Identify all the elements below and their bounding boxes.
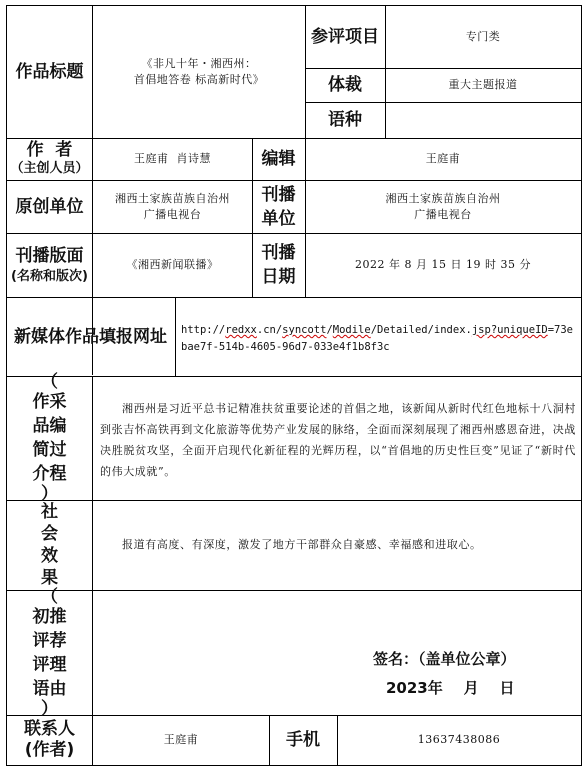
language-label: 语种 bbox=[328, 110, 362, 130]
intro-label-line: 作采 bbox=[32, 392, 67, 412]
intro-label-line: 简过 bbox=[32, 440, 67, 460]
intro-label-line: ） bbox=[41, 484, 58, 504]
signature-line: 签名：（盖单位公章） bbox=[373, 650, 516, 668]
intro-label-line: 介程 bbox=[32, 464, 67, 484]
origin-unit-label: 原创单位 bbox=[15, 196, 84, 217]
award-item-value: 专门类 bbox=[465, 29, 501, 43]
url-part: /Detailed/index. bbox=[370, 324, 472, 336]
author-label-sub: （主创人员） bbox=[10, 161, 89, 176]
url-value[interactable] bbox=[181, 322, 577, 356]
publish-unit-label bbox=[252, 180, 305, 233]
contact-label bbox=[6, 715, 93, 765]
publish-unit-value: 湘西土家族苗族自治州 广播电视台 bbox=[385, 191, 501, 221]
contact-label-2: (作者) bbox=[24, 740, 75, 760]
sign-date: 2023年 月 日 bbox=[386, 679, 515, 697]
phone-value: 13637438086 bbox=[417, 733, 501, 746]
title-value: 《非凡十年・湘西州： 首倡地答卷 标高新时代》 bbox=[133, 56, 265, 86]
publish-edition-value: 《湘西新闻联播》 bbox=[126, 258, 219, 271]
url-part: redxx bbox=[225, 324, 257, 336]
url-part: =73ebae7f-514b-4605-96d7-033e4f1b8f3c bbox=[181, 324, 574, 353]
intro-label bbox=[6, 372, 93, 504]
effect-label-line: 果 bbox=[41, 568, 58, 588]
effect-label-line: 效 bbox=[41, 546, 58, 566]
title-label: 作品标题 bbox=[15, 61, 84, 82]
url-part: syncott bbox=[282, 324, 327, 336]
recommend-label-line: 语由 bbox=[32, 678, 67, 699]
language-value bbox=[385, 102, 581, 138]
origin-unit-value: 湘西土家族苗族自治州 广播电视台 bbox=[115, 191, 230, 221]
intro-label-line: 品编 bbox=[32, 416, 67, 436]
author-label-main: 作 者 bbox=[26, 140, 73, 160]
url-part: jsp?uniqueID bbox=[471, 324, 548, 336]
url-part: http:// bbox=[181, 324, 226, 336]
publish-date-label-1: 刊播 bbox=[261, 243, 296, 263]
url-part: / bbox=[326, 324, 333, 336]
intro-label-line: （ bbox=[41, 372, 58, 392]
publish-date-value: 2022 年 8 月 15 日 19 时 35 分 bbox=[355, 258, 531, 271]
recommend-label bbox=[6, 586, 93, 719]
url-part: Modile bbox=[332, 324, 371, 336]
recommend-label-line: 评理 bbox=[32, 654, 67, 675]
url-label: 新媒体作品填报网址 bbox=[14, 326, 167, 347]
phone-label: 手机 bbox=[286, 730, 320, 750]
genre-value: 重大主题报道 bbox=[448, 78, 518, 91]
editor-label: 编辑 bbox=[261, 149, 296, 169]
effect-label-line: 社 bbox=[41, 502, 58, 522]
intro-text: 湘西州是习近平总书记精准扶贫重要论述的首倡之地，该新闻从新时代红色地标十八洞村到张吉怀高铁再到文化旅游等优势产业发展的脉络，全面而深刻展现了湘西州感恩奋进，决战决胜脱贫攻坚，全面开启现代化新征程的光辉历程，以“首倡地的历史性巨变”见证了“新时代的伟大成就”。 bbox=[100, 402, 576, 478]
effect-label-line: 会 bbox=[41, 524, 58, 544]
url-part: .cn/ bbox=[256, 324, 283, 336]
recommend-label-line: ） bbox=[41, 698, 58, 719]
publish-unit-label-2: 单位 bbox=[261, 208, 296, 229]
publish-unit-label-1: 刊播 bbox=[261, 184, 296, 205]
genre-label: 体裁 bbox=[328, 75, 362, 95]
author-value: 王庭甫 肖诗慧 bbox=[134, 152, 211, 165]
publish-date-label bbox=[252, 233, 305, 297]
recommend-label-line: 初推 bbox=[32, 606, 67, 627]
contact-label-1: 联系人 bbox=[24, 719, 75, 739]
author-label bbox=[6, 138, 93, 180]
effect-text: 报道有高度、有深度，激发了地方干部群众自豪感、幸福感和进取心。 bbox=[122, 538, 482, 551]
publish-date-label-2: 日期 bbox=[261, 267, 296, 287]
award-item-label: 参评项目 bbox=[311, 26, 379, 47]
contact-value: 王庭甫 bbox=[163, 733, 199, 746]
publish-edition-label-1: 刊播版面 bbox=[15, 246, 84, 266]
editor-value: 王庭甫 bbox=[425, 152, 461, 165]
effect-label bbox=[6, 500, 93, 590]
recommend-label-line: 评荐 bbox=[32, 630, 67, 651]
recommend-label-line: （ bbox=[41, 586, 58, 607]
publish-edition-label bbox=[6, 233, 93, 297]
publish-edition-label-2: (名称和版次) bbox=[11, 269, 88, 284]
